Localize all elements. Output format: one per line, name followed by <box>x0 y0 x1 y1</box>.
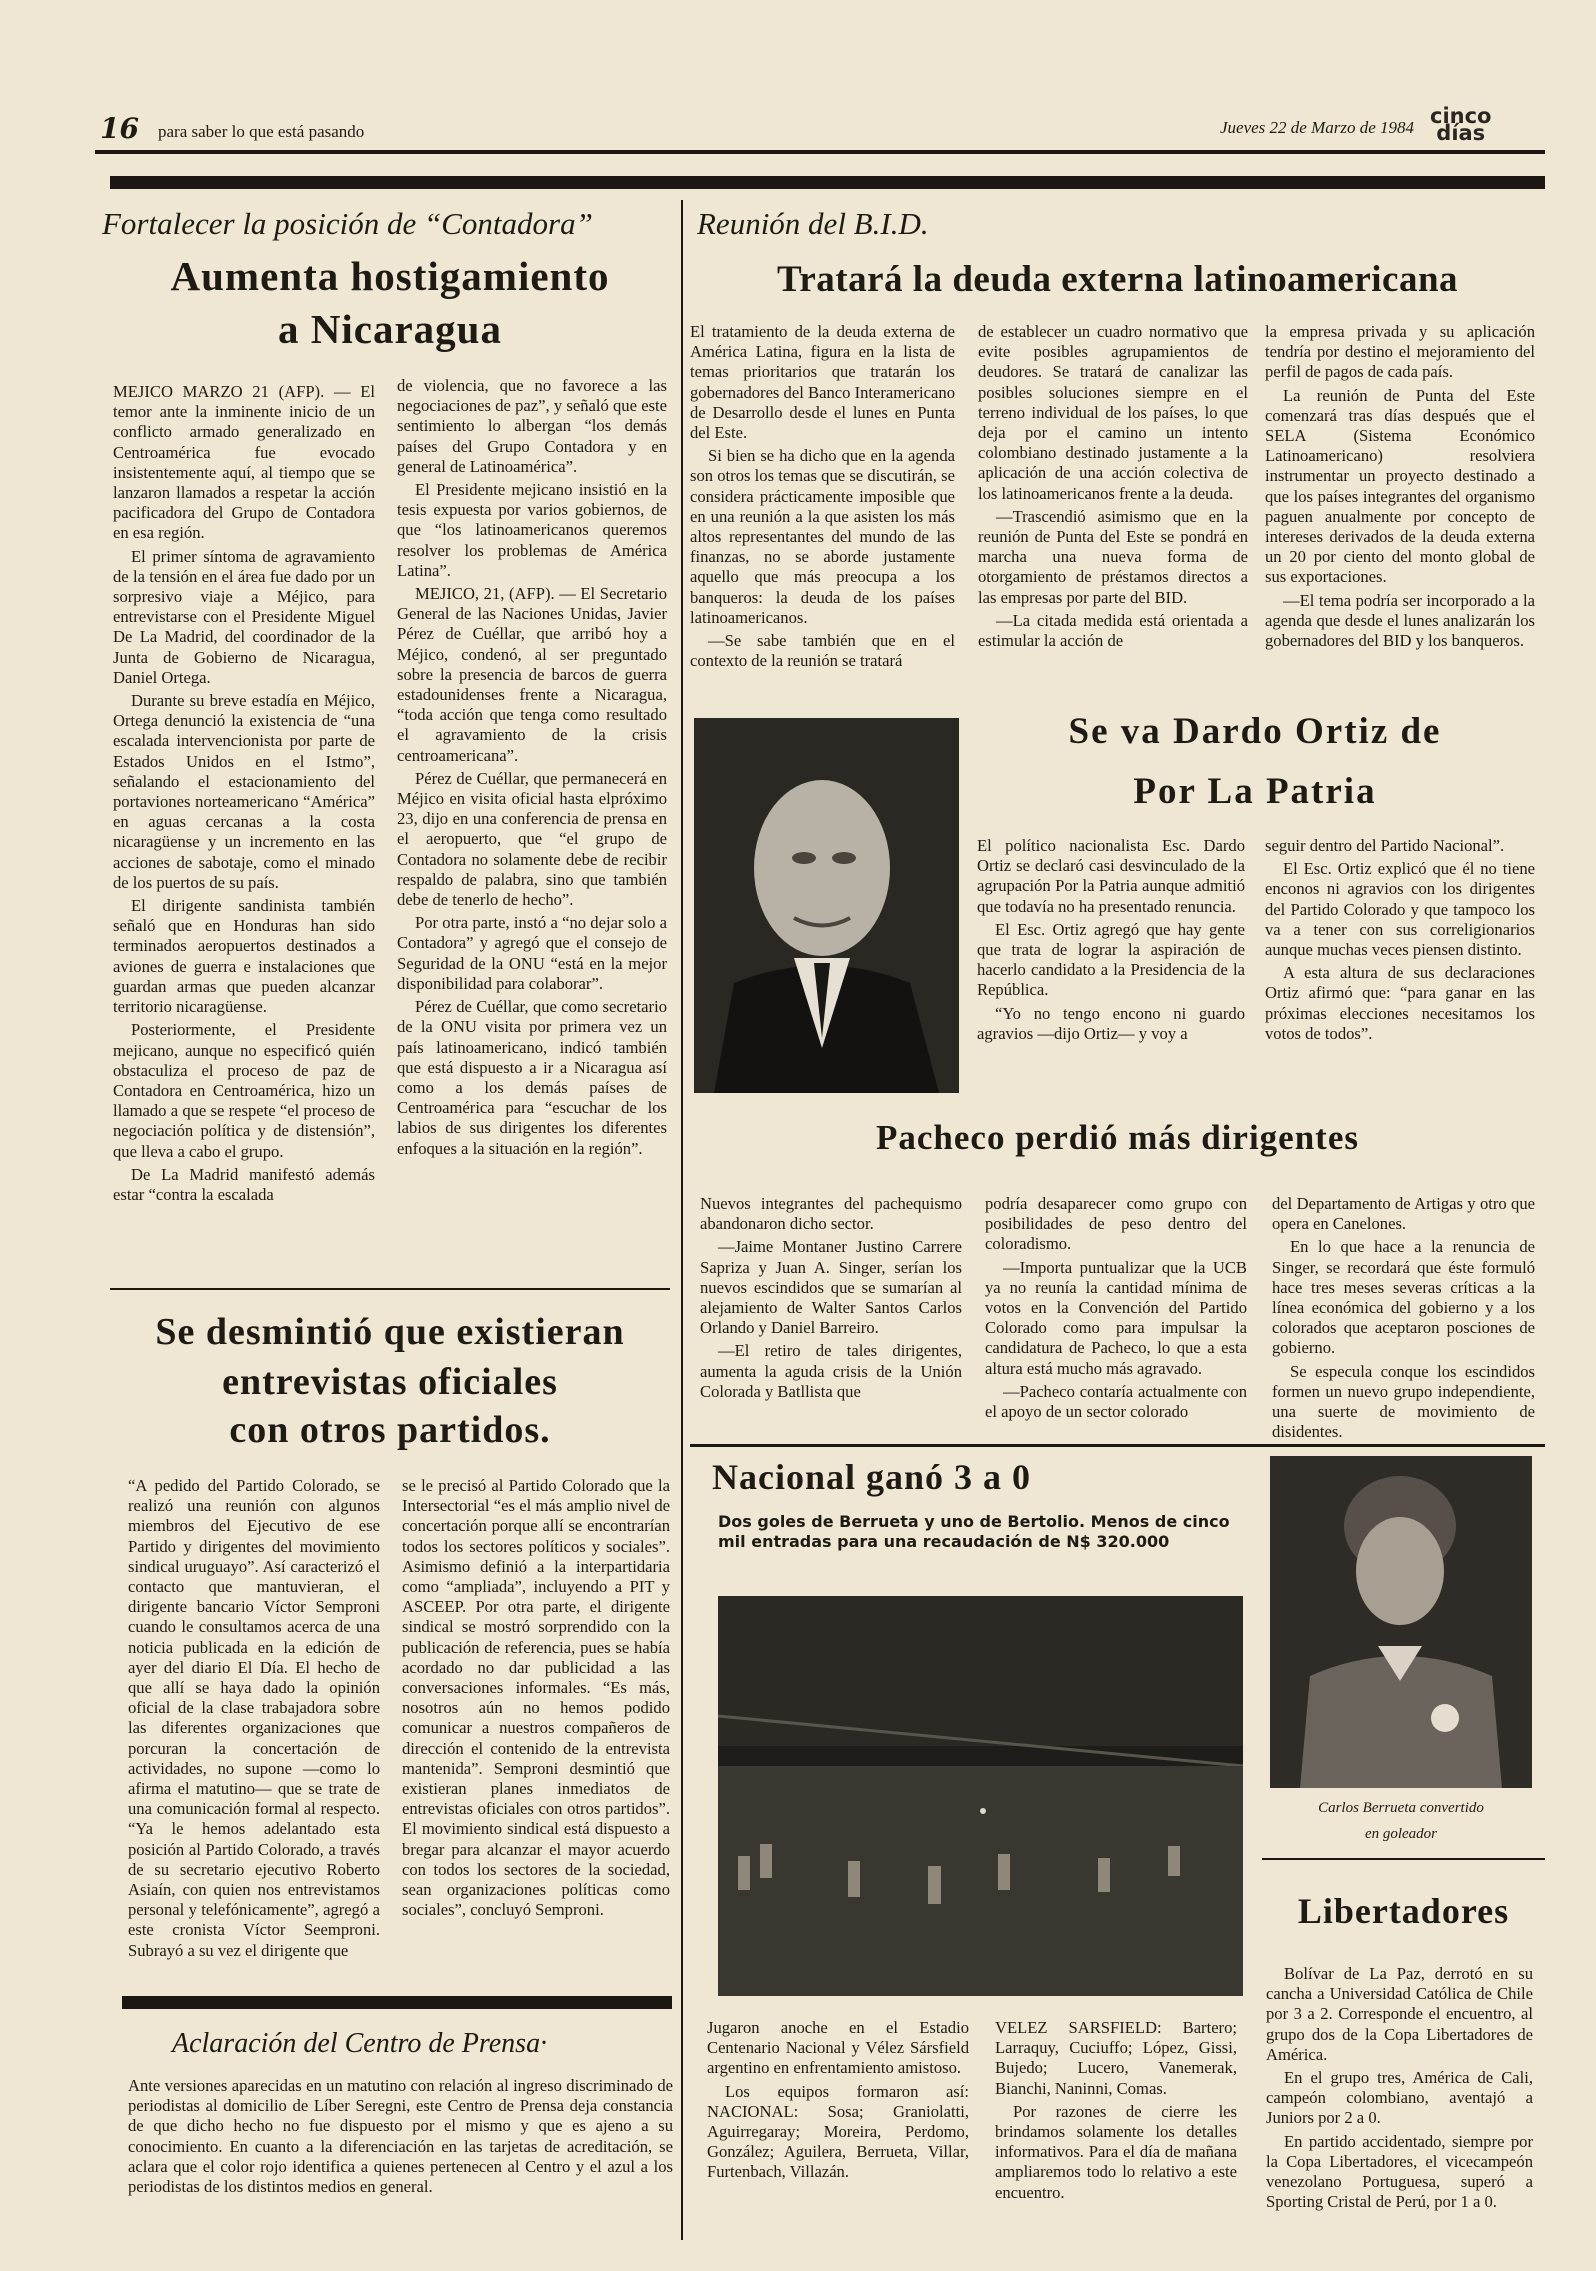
ortiz-column-1 <box>977 836 1245 1047</box>
bid-paragraph: Si bien se ha dicho que en la agenda son otros los temas que se discutirán, se considera prácticamente imposible que en una reunión a la que asisten los más altos representantes del mundo de las finanzas, no se aborde justamente aquello que más preocupa a los banqueros: la deuda de los países latinoamericanos. <box>690 446 955 627</box>
ortiz-paragraph: El Esc. Ortiz agregó que hay gente que trata de lograr la aspiración de hacerlo candidato a la Presidencia de la República. <box>977 919 1245 1000</box>
pacheco-paragraph: podría desaparecer como grupo con posibilidades de peso dentro del coloradismo. <box>985 1194 1247 1254</box>
nicaragua-paragraph: De La Madrid manifestó además estar “contra la escalada <box>113 1164 375 1204</box>
ortiz-headline-line2: Por La Patria <box>1133 771 1377 812</box>
top-heavy-bar <box>110 176 1545 189</box>
section-rule <box>1262 1858 1545 1860</box>
ortiz-paragraph: “Yo no tengo encono ni guardo agravios —dijo Ortiz— y voy a <box>977 1003 1245 1043</box>
header-date: Jueves 22 de Marzo de 1984 <box>1220 118 1415 137</box>
nicaragua-paragraph: El Presidente mejicano insistió en la tesis expuesta por varios gobiernos, de que “los latinoamericanos queremos resolver los problemas de América Latina”. <box>397 480 667 580</box>
nicaragua-paragraph: El primer síntoma de agravamiento de la tensión en el área fue dado por un sorpresivo viaje a Méjico, para entrevistarse con el Presidente Miguel De La Madrid, del coordinador de la Junta de Gobierno de Nicaragua, Daniel Ortega. <box>113 546 375 687</box>
desmintio-paragraph: “A pedido del Partido Colorado, se realizó una reunión con algunos miembros del Ejecutivo de ese Partido y dirigentes del movimiento sindical uruguayo”. Así caracterizó el contacto que mantuvieran, el dirigente bancario Víctor Semproni cuando le consultamos acerca de una noticia publicada en la edición de ayer del diario El Día. El hecho de que allí se haya dado la opinión oficial de la clase trabajadora sobre las diferentes organizaciones que porcuran la concertación de actividades, no supone —como lo afirma el matutino— que se trate de una comunicación formal al respecto. “Ya le hemos adelantado esta posición al Partido Colorado, a través de su secretario ejecutivo Roberto Asiaín, con quien nos entrevistamos personal y telefónicamente”, agregó a este cronista Víctor Seemproni. Subrayó a su vez el dirigente que <box>128 1476 380 1960</box>
bid-column-2 <box>978 322 1248 654</box>
bid-paragraph: —Trascendió asimismo que en la reunión de Punta del Este se pondrá en marcha una nueva forma de otorgamiento de préstamos directos a las empresas por parte del BID. <box>978 506 1248 607</box>
bid-kicker: Reunión del B.I.D. <box>697 206 929 241</box>
nacional-headline: Nacional ganó 3 a 0 <box>712 1457 1032 1497</box>
match-photo <box>718 1596 1243 1996</box>
nicaragua-paragraph: El dirigente sandinista también señaló que en Honduras han sido terminados aeropuertos destinados a aviones de guerra e instalaciones que guardan armas que pueden alcanzar territorio nicaragüense. <box>113 896 375 1017</box>
libertadores-paragraph: En partido accidentado, siempre por la Copa Libertadores, el vicecampeón venezolano Portuguesa, superó a Sporting Cristal de Perú, por 1 a 0. <box>1266 2131 1533 2212</box>
pacheco-headline: Pacheco perdió más dirigentes <box>876 1118 1359 1157</box>
nacional-paragraph: Por razones de cierre les brindamos solamente los detalles informativos. Para el día de mañana ampliaremos todo lo relativo a este encuentro. <box>995 2101 1237 2202</box>
section-rule <box>110 1288 670 1290</box>
bid-paragraph: —La citada medida está orientada a estimular la acción de <box>978 610 1248 651</box>
match-image <box>718 1596 1243 1996</box>
nicaragua-paragraph: Por otra parte, instó a “no dejar solo a Contadora” y agregó que el consejo de Seguridad de la ONU “está en la mejor disponibilidad para colaborar”. <box>397 913 667 993</box>
pacheco-column-3 <box>1272 1194 1535 1445</box>
nicaragua-paragraph: MEJICO, 21, (AFP). — El Secretario General de las Naciones Unidas, Javier Pérez de Cuéllar, que arribó hoy a Méjico, condenó, al ser preguntado sobre la presencia de barcos de guerra estadounidenses frente a Nicaragua, “toda acción que tenga como resultado el agravamiento de la crisis centroamericana”. <box>397 584 667 765</box>
berrueta-photo <box>1270 1456 1532 1788</box>
pacheco-column-1 <box>700 1194 962 1405</box>
pacheco-paragraph: Se especula conque los escindidos formen un nuevo grupo independiente, una suerte de movimiento de disidentes. <box>1272 1361 1535 1442</box>
bid-paragraph: —El tema podría ser incorporado a la agenda que desde el lunes analizarán los gobernadores del BID y los banqueros. <box>1265 590 1535 651</box>
header-rule <box>95 150 1545 154</box>
pacheco-paragraph: —Pacheco contaría actualmente con el apoyo de un sector colorado <box>985 1381 1247 1422</box>
bid-paragraph: —Se sabe también que en el contexto de la reunión se tratará <box>690 631 955 671</box>
pacheco-column-2 <box>985 1194 1247 1425</box>
libertadores-paragraph: En el grupo tres, América de Cali, campeón colombiano, aventajó a Juniors por 2 a 0. <box>1266 2068 1533 2128</box>
nicaragua-paragraph: Posteriormente, el Presidente mejicano, aunque no especificó quién obstaculiza el proceso de paz de Contadora en Centroamérica, hizo un llamado a que se respete “el proceso de negociación política y de distensión”, que lleva a cabo el grupo. <box>113 1020 375 1161</box>
pacheco-paragraph: del Departamento de Artigas y otro que opera en Canelones. <box>1272 1194 1535 1234</box>
nacional-column-2 <box>995 2018 1237 2206</box>
berrueta-image <box>1270 1456 1532 1788</box>
page-number: 16 <box>100 112 139 145</box>
logo-bottom: días <box>1436 121 1486 145</box>
header-tagline: para saber lo que está pasando <box>158 122 365 141</box>
desmintio-headline-line1: Se desmintió que existieran <box>155 1311 625 1353</box>
desmintio-column-2 <box>402 1476 670 1923</box>
nicaragua-paragraph: Pérez de Cuéllar, que como secretario de la ONU visita por primera vez un país latinoamericano, indicó también que está dispuesto a ir a Nicaragua así como a los demás países de Centroamérica para “escuchar de los labios de sus dirigentes los diferentes enfoques a la situación en la región”. <box>397 997 667 1158</box>
newspaper-logo <box>1430 104 1492 145</box>
bid-column-1 <box>690 322 955 674</box>
ortiz-paragraph: A esta altura de sus declaraciones Ortiz afirmó que: “para ganar en las próximas elecciones necesitamos los votos de todos”. <box>1265 963 1535 1043</box>
column-divider <box>681 200 683 2240</box>
nicaragua-paragraph: Pérez de Cuéllar, que permanecerá en Méjico en visita oficial hasta elpróximo 23, dijo en una conferencia de prensa en el aeropuerto, que “el grupo de Contadora no solamente debe de recibir respaldo de palabra, sino que también debe de tenerlo de hecho”. <box>397 768 667 910</box>
nacional-column-1 <box>707 2018 969 2186</box>
nicaragua-kicker: Fortalecer la posición de “Contadora” <box>102 206 593 241</box>
aclaracion-paragraph: Ante versiones aparecidas en un matutino con relación al ingreso discriminado de periodistas al domicilio de Líber Seregni, este Centro de Prensa deja constancia de que dicho hecho no fue dispuesto por el mismo y que es ajeno a su conocimiento. En cuanto a la diferenciación en las tarjetas de acreditación, se aclara que el color rojo identifica a quienes pertenecen al Centro y el azul a los periodistas de los distintos medios en general. <box>128 2076 673 2197</box>
berrueta-caption-line1: Carlos Berrueta convertido <box>1318 1800 1484 1816</box>
ortiz-column-2 <box>1265 836 1535 1047</box>
portrait-image <box>694 718 959 1093</box>
pacheco-paragraph: —Jaime Montaner Justino Carrere Sapriza y Juan A. Singer, serían los nuevos escindidos que se sumarían al alejamiento de Walter Santos Carlos Orlando y Daniel Barreiro. <box>700 1237 962 1338</box>
bid-paragraph: la empresa privada y su aplicación tendría por destino el mejoramiento del perfil de pagos de cada país. <box>1265 322 1535 382</box>
nicaragua-paragraph: de violencia, que no favorece a las negociaciones de paz”, y señaló que este sentimiento lo albergan “los demás países del Grupo Contadora y en general de Latinoamérica”. <box>397 376 667 476</box>
libertadores-paragraph: Bolívar de La Paz, derrotó en su cancha a Universidad Católica de Chile por 3 a 2. Corresponde el encuentro, al grupo dos de la Copa Libertadores de América. <box>1266 1964 1533 2064</box>
nacional-paragraph: VELEZ SARSFIELD: Bartero; Larraquy, Cuciuffo; López, Gissi, Bujedo; Lucero, Vanemerak, Bianchi, Naninni, Comas. <box>995 2018 1237 2098</box>
bid-paragraph: El tratamiento de la deuda externa de América Latina, figura en la lista de temas prioritarios que tratarán los gobernadores del Banco Interamericano de Desarrollo desde el lunes en Punta del Este. <box>690 322 955 443</box>
nicaragua-headline-line2: a Nicaragua <box>278 306 502 352</box>
pacheco-paragraph: —Importa puntualizar que la UCB ya no reunía la cantidad mínima de votos en la Convención del Partido Colorado como para impulsar la candidatura de Pacheco, lo que a esta altura está mucho más agravado. <box>985 1257 1247 1378</box>
pacheco-paragraph: Nuevos integrantes del pachequismo abandonaron dicho sector. <box>700 1194 962 1234</box>
nicaragua-paragraph: Durante su breve estadía en Méjico, Ortega denunció la existencia de “una escalada intervencionista por parte de Estados Unidos en el Istmo”, señalando el estacionamiento del portaviones norteamericano “América” en aguas cercanas a la costa nicaragüense y un incremento en las acciones de sabotaje, como el minado de los puertos de su país. <box>113 691 375 892</box>
nicaragua-headline-line1: Aumenta hostigamiento <box>170 253 610 299</box>
pacheco-paragraph: En lo que hace a la renuncia de Singer, se recordará que éste formuló hace tres meses severas críticas a la línea económica del gobierno y a los colorados que aceptaron posciones de gobierno. <box>1272 1237 1535 1358</box>
nacional-paragraph: Jugaron anoche en el Estadio Centenario Nacional y Vélez Sársfield argentino en enfrentamiento amistoso. <box>707 2018 969 2078</box>
ortiz-paragraph: seguir dentro del Partido Nacional”. <box>1265 836 1505 855</box>
ortiz-paragraph: El político nacionalista Esc. Dardo Ortiz se declaró casi desvinculado de la agrupación Por la Patria aunque admitió que todavía no ha presentado renuncia. <box>977 836 1245 916</box>
nicaragua-paragraph: MEJICO MARZO 21 (AFP). — El temor ante la inminente inicio de un conflicto armado generalizado en Centroamérica fue evocado insistentemente aquí, al tiempo que se lanzaron llamados a respetar la acción pacificadora del Grupo de Contadora en esa región. <box>113 382 375 543</box>
nicaragua-column-1 <box>113 382 375 1208</box>
aclaracion-kicker: Aclaración del Centro de Prensa· <box>172 2028 548 2059</box>
berrueta-caption-line2: en goleador <box>1364 1826 1438 1842</box>
bid-paragraph: La reunión de Punta del Este comenzará tras días después que el SELA (Sistema Económico Latinoamericano) resolviera instrumentar un proyecto destinado a que los países integrantes del organismo paguen anualmente por concepto de intereses derivados de la deuda externa un 20 por ciento del monto global de sus exportaciones. <box>1265 385 1535 587</box>
nacional-paragraph: Los equipos formaron así: NACIONAL: Sosa; Graniolatti, Aguirregaray; Moreira, Perdomo, González; Aguilera, Berrueta, Villar, Furtenbach, Villazán. <box>707 2081 969 2182</box>
aclaracion-body <box>128 2076 673 2200</box>
desmintio-headline-line3: con otros partidos. <box>229 1409 551 1451</box>
aclaracion-bar <box>122 1996 672 2009</box>
section-rule <box>690 1444 1545 1447</box>
pacheco-paragraph: —El retiro de tales dirigentes, aumenta la aguda crisis de la Unión Colorada y Batllista que <box>700 1341 962 1401</box>
nicaragua-column-2 <box>397 376 667 1162</box>
bid-column-3 <box>1265 322 1535 654</box>
libertadores-headline: Libertadores <box>1297 1891 1510 1931</box>
desmintio-column-1 <box>128 1476 380 1964</box>
ortiz-headline-line1: Se va Dardo Ortiz de <box>1068 711 1442 752</box>
logo-top: cinco <box>1430 104 1492 128</box>
desmintio-headline-line2: entrevistas oficiales <box>222 1361 558 1403</box>
libertadores-column <box>1266 1964 1533 2215</box>
dardo-ortiz-photo <box>694 718 959 1093</box>
ortiz-paragraph: El Esc. Ortiz explicó que él no tiene enconos ni agravios con los dirigentes del Partido Colorado y que tampoco los va a tener con sus correligionarios aunque muchas veces piensen distinto. <box>1265 859 1535 960</box>
bid-paragraph: de establecer un cuadro normativo que evite posibles agrupamientos de deudores. Se tratará de canalizar las posibles soluciones siempre en el terreno individual de los países, lo que deja por el camino un intento colombiano destinado justamente a la aplicación de una acción colectiva de los latinoamericanos frente a la deuda. <box>978 322 1248 503</box>
nacional-deck: Dos goles de Berrueta y uno de Bertolio. Menos de cinco mil entradas para una recaudación de N$ 320.000 <box>718 1512 1230 1551</box>
bid-headline: Tratará la deuda externa latinoamericana <box>776 259 1459 300</box>
desmintio-paragraph: se le precisó al Partido Colorado que la Intersectorial “es el más amplio nivel de concertación porque allí se encontrarían todos los sectores políticos y sociales”. Asimismo definió a la interpartidaria como “ampliada”, incluyendo a PIT y ASCEEP. Por otra parte, el dirigente sindical se mostró sorprendido con la publicación de referencia, pues se había acordado no dar publicidad a las conversaciones informales. “Es más, nosotros aún no hemos podido comunicar a nuestros compañeros de dirección el contenido de la entrevista mantenida”. Semproni desmintió que existieran planes inmediatos de entrevistas oficiales con otros partidos”. El movimiento sindical está dispuesto a bregar para alcanzar el mayor acuerdo con todos los sectores de la sociedad, sean organizaciones políticas como sociales”, concluyó Semproni. <box>402 1476 670 1920</box>
